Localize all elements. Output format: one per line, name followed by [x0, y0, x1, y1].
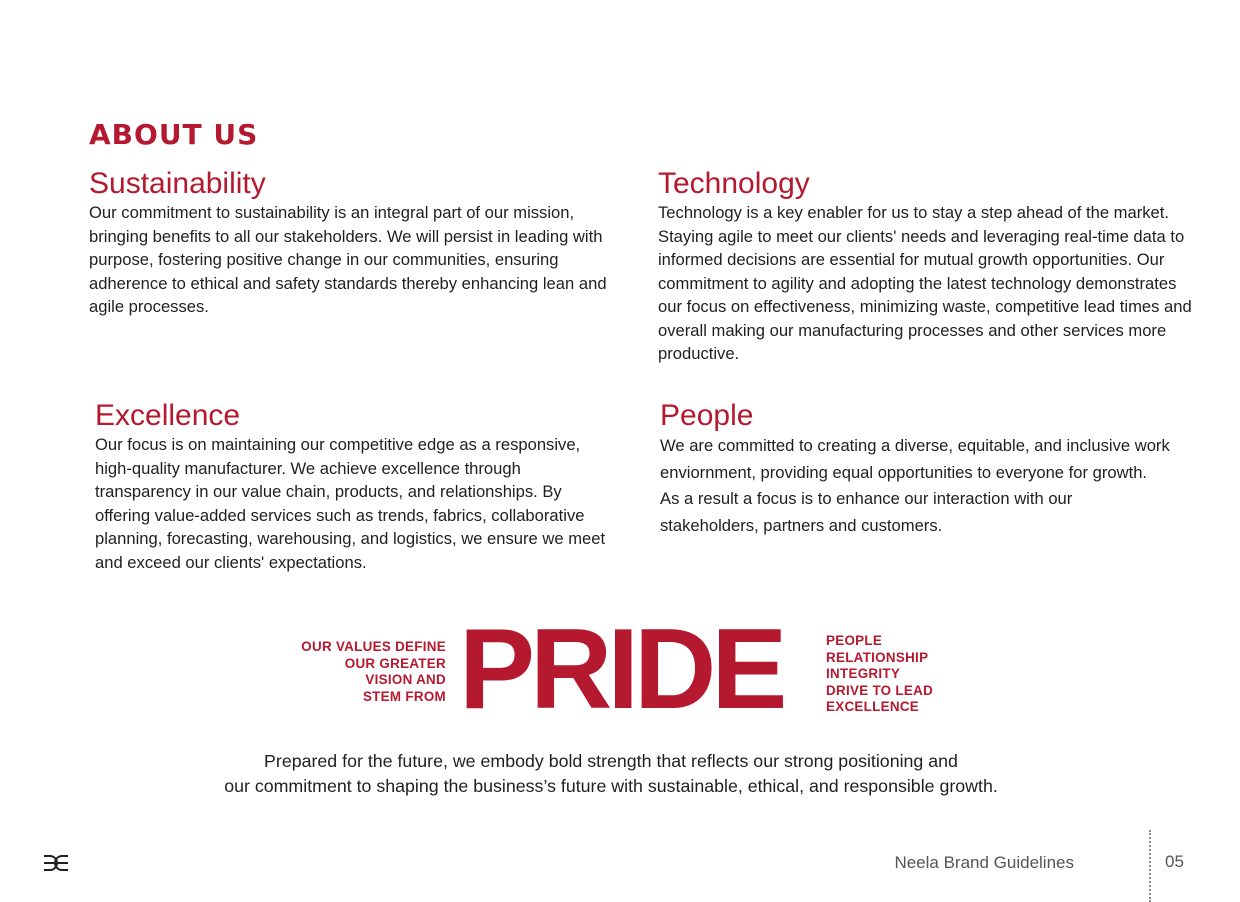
section-body: We are committed to creating a diverse, equitable, and inclusive work enviornment, providing equal opportunities to everyone for growth. As a result a focus is to enhance our interaction with our stakeholders, partners and customers.	[660, 436, 1170, 535]
pride-value-item: DRIVE TO LEAD	[826, 682, 934, 698]
pride-banner	[0, 606, 1240, 733]
page-title: ABOUT US	[89, 118, 259, 151]
section-heading: Technology	[658, 167, 810, 200]
pride-value-item: INTEGRITY	[826, 666, 901, 681]
section-people	[660, 399, 1170, 539]
section-technology	[658, 167, 1198, 366]
closing-line: our commitment to shaping the business’s future with sustainable, ethical, and responsible growth.	[224, 776, 998, 796]
pride-wordmark: PRIDE	[459, 606, 783, 733]
pride-lead-line: OUR VALUES DEFINE	[301, 639, 446, 654]
section-body: Technology is a key enabler for us to stay a step ahead of the market. Staying agile to meet our clients' needs and leveraging real-time data to informed decisions are essential for mutual growth opportunities. Our commitment to agility and adopting the latest technology demonstrates our focus on effectiveness, minimizing waste, competitive lead times and overall making our manufacturing processes and other services more productive.	[658, 203, 1192, 363]
pride-lead-line: VISION AND	[365, 672, 446, 687]
pride-values-list	[826, 633, 933, 716]
pride-lead-text	[301, 639, 446, 705]
section-heading: Sustainability	[89, 167, 266, 200]
pride-lead-line: STEM FROM	[362, 688, 446, 704]
section-excellence	[95, 399, 615, 574]
closing-line: Prepared for the future, we embody bold strength that reflects our strong positioning and	[264, 751, 958, 771]
section-heading: People	[660, 399, 754, 432]
pride-lead-line: OUR GREATER	[344, 655, 446, 671]
pride-value-item: EXCELLENCE	[826, 699, 920, 714]
section-body: Our commitment to sustainability is an integral part of our mission, bringing benefits to all our stakeholders. We will persist in leading with purpose, fostering positive change in our communities, ensuring adherence to ethical and safety standards thereby enhancing lean and agile processes.	[89, 203, 607, 316]
pride-value-item: RELATIONSHIP	[826, 649, 929, 665]
pride-value-item: PEOPLE	[826, 633, 883, 648]
section-heading: Excellence	[95, 399, 241, 432]
page-number: 05	[1165, 852, 1184, 871]
section-sustainability	[89, 167, 614, 319]
closing-statement	[0, 749, 1222, 799]
footer-divider	[1149, 830, 1151, 902]
brand-mark-icon	[42, 854, 70, 872]
footer-brand-name: Neela Brand Guidelines	[894, 853, 1074, 872]
section-body: Our focus is on maintaining our competitive edge as a responsive, high-quality manufacturer. We achieve excellence through transparency in our value chain, products, and relationships. By offering value-added services such as trends, fabrics, collaborative planning, forecasting, warehousing, and logistics, we ensure we meet and exceed our clients' expectations.	[95, 435, 606, 572]
